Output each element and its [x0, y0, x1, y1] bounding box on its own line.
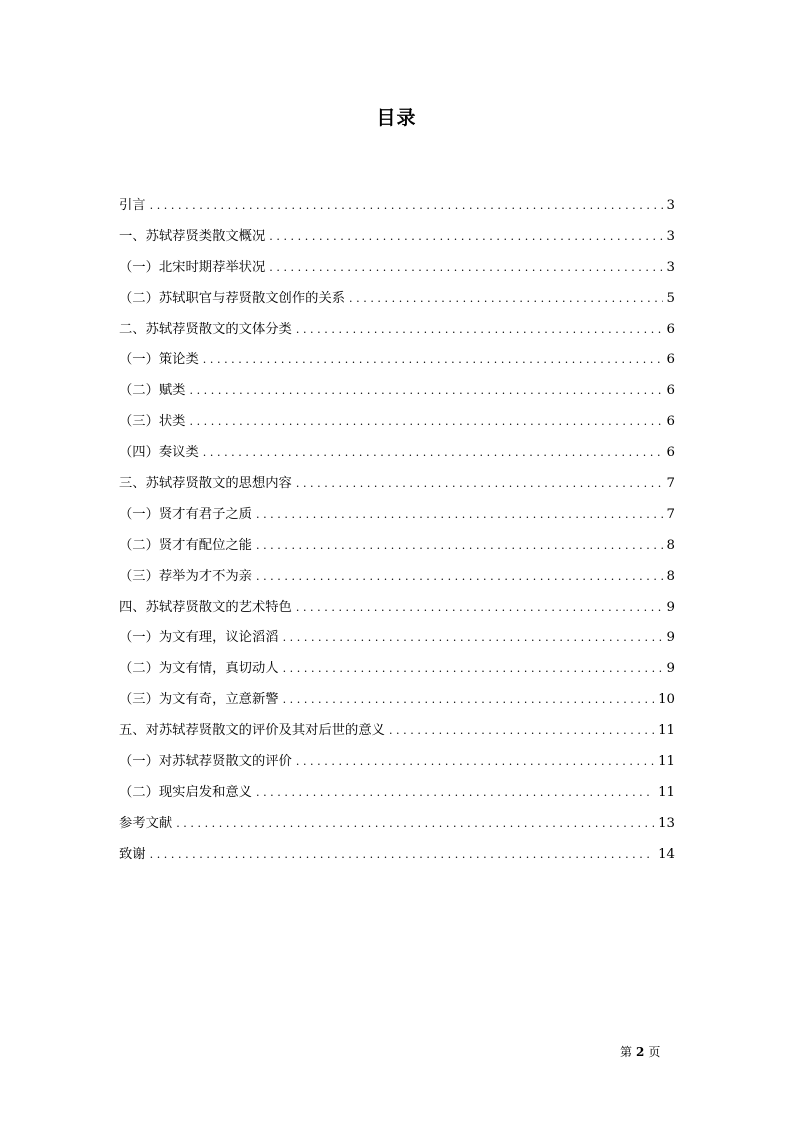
toc-dot-leader	[389, 721, 654, 741]
toc-dot-leader	[256, 567, 663, 587]
toc-entry-page: 9	[666, 630, 675, 646]
toc-dot-leader	[269, 258, 662, 278]
toc-entry-page: 9	[666, 599, 675, 615]
toc-entry-page: 6	[666, 445, 675, 461]
toc-entry-page: 3	[666, 259, 675, 275]
toc-dot-leader	[189, 381, 662, 401]
toc-dot-leader	[203, 443, 663, 463]
toc-entry[interactable]	[119, 536, 675, 567]
toc-entry-label: 致谢	[119, 846, 146, 862]
footer-prefix: 第	[620, 1045, 633, 1059]
toc-entry-label: （三）状类	[119, 414, 186, 430]
toc-dot-leader	[296, 598, 663, 618]
toc-entry-page: 6	[666, 352, 675, 368]
toc-entry-label: （一）为文有理，议论滔滔	[119, 630, 279, 646]
toc-entry-label: 三、苏轼荐贤散文的思想内容	[119, 476, 292, 492]
toc-entry-page: 11	[658, 754, 675, 770]
toc-entry[interactable]	[119, 721, 675, 752]
toc-entry-page: 7	[666, 506, 675, 522]
toc-entry[interactable]	[119, 443, 675, 474]
toc-entry-label: （二）为文有情，真切动人	[119, 661, 279, 677]
toc-entry-page: 11	[658, 723, 675, 739]
toc-entry-page: 5	[666, 290, 675, 306]
toc-dot-leader	[176, 814, 654, 834]
toc-entry[interactable]	[119, 320, 675, 351]
toc-dot-leader	[349, 289, 662, 309]
toc-entry[interactable]	[119, 227, 675, 258]
toc-entry-label: （一）贤才有君子之质	[119, 506, 252, 522]
toc-entry-label: （三）荐举为才不为亲	[119, 568, 252, 584]
toc-entry[interactable]	[119, 412, 675, 443]
toc-dot-leader	[269, 227, 662, 247]
toc-entry-label: 引言	[119, 198, 146, 213]
toc-entry-label: 一、苏轼荐贤类散文概况	[119, 228, 266, 244]
toc-entry-label: （二）赋类	[119, 383, 186, 399]
toc-entry-page: 9	[666, 661, 675, 677]
toc-dot-leader	[150, 845, 654, 865]
toc-dot-leader	[296, 320, 663, 340]
toc-entry[interactable]	[119, 845, 675, 876]
toc-entry-label: （二）现实启发和意义	[119, 784, 252, 800]
toc-entry-page: 13	[658, 815, 675, 831]
toc-entry[interactable]	[119, 258, 675, 289]
toc-entry-page: 7	[666, 476, 675, 492]
toc-dot-leader	[296, 474, 663, 494]
toc-entry[interactable]	[119, 381, 675, 412]
toc-entry[interactable]	[119, 350, 675, 381]
toc-entry-label: （二）苏轼职官与荐贤散文创作的关系	[119, 290, 346, 306]
toc-entry-page: 8	[666, 537, 675, 553]
toc-entry[interactable]	[119, 690, 675, 721]
toc-entry-label: 二、苏轼荐贤散文的文体分类	[119, 321, 292, 337]
toc-entry-label: （一）策论类	[119, 352, 199, 368]
toc-entry[interactable]	[119, 814, 675, 845]
toc-dot-leader	[189, 412, 662, 432]
toc-entry-page: 6	[666, 321, 675, 337]
toc-title: 目录	[376, 107, 417, 129]
toc-dot-leader	[296, 752, 654, 772]
toc-entry-label: 五、对苏轼荐贤散文的评价及其对后世的意义	[119, 723, 385, 739]
toc-entry-label: （一）对苏轼荐贤散文的评价	[119, 754, 292, 770]
toc-entry-page: 6	[666, 414, 675, 430]
toc-entry-page: 14	[658, 846, 675, 862]
toc-entry-label: （一）北宋时期荐举状况	[119, 259, 266, 275]
toc-list	[119, 196, 675, 876]
toc-entry[interactable]	[119, 289, 675, 320]
toc-entry[interactable]	[119, 752, 675, 783]
toc-entry-label: （二）贤才有配位之能	[119, 537, 252, 553]
toc-entry-label: 四、苏轼荐贤散文的艺术特色	[119, 599, 292, 615]
toc-entry-page: 8	[666, 568, 675, 584]
toc-entry[interactable]	[119, 505, 675, 536]
toc-dot-leader	[203, 350, 663, 370]
toc-entry-page: 3	[666, 228, 675, 244]
toc-dot-leader	[256, 536, 663, 556]
toc-entry[interactable]	[119, 474, 675, 505]
toc-entry[interactable]	[119, 567, 675, 598]
toc-entry-label: （三）为文有奇，立意新警	[119, 692, 279, 708]
toc-dot-leader	[283, 628, 663, 648]
toc-dot-leader	[283, 690, 655, 710]
toc-dot-leader	[256, 783, 654, 803]
toc-entry-page: 3	[666, 198, 675, 213]
toc-entry-label: 参考文献	[119, 815, 173, 831]
toc-entry[interactable]	[119, 659, 675, 690]
toc-entry[interactable]	[119, 196, 675, 227]
footer-suffix: 页	[648, 1045, 661, 1059]
toc-dot-leader	[150, 196, 663, 216]
toc-entry[interactable]	[119, 783, 675, 814]
toc-entry[interactable]	[119, 598, 675, 629]
toc-entry-label: （四）奏议类	[119, 445, 199, 461]
toc-entry-page: 11	[658, 784, 675, 800]
toc-entry-page: 10	[658, 692, 675, 708]
toc-entry-page: 6	[666, 383, 675, 399]
toc-dot-leader	[256, 505, 663, 525]
footer-page-number: 2	[636, 1045, 645, 1059]
page-footer	[620, 1043, 680, 1060]
toc-entry[interactable]	[119, 628, 675, 659]
toc-dot-leader	[283, 659, 663, 679]
